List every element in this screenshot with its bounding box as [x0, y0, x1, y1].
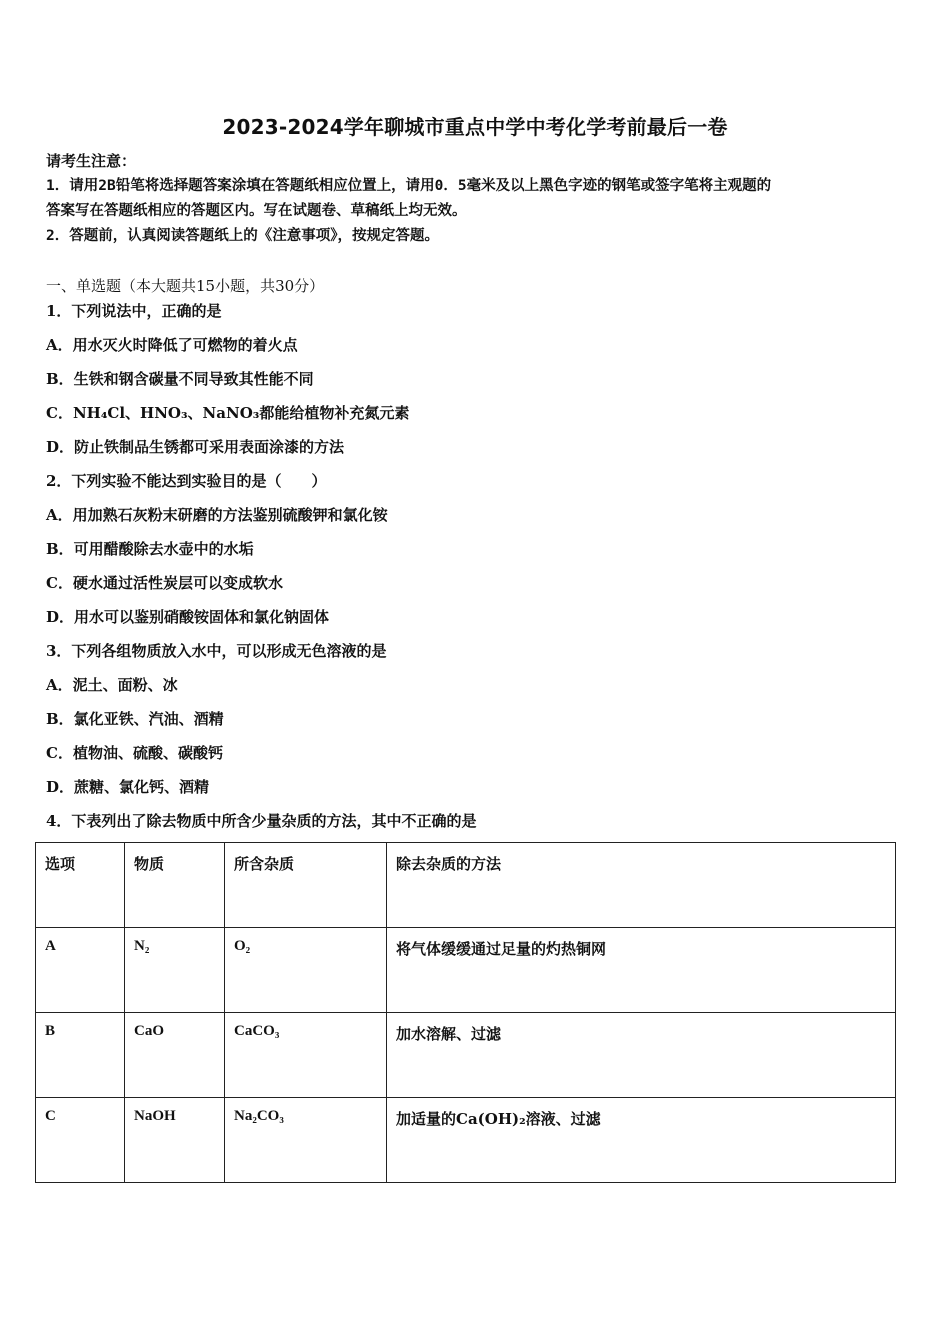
header-substance: 物质 [125, 843, 225, 928]
header-option: 选项 [36, 843, 125, 928]
cell-substance: N₂ [125, 928, 225, 1013]
section-heading: 一、单选题（本大题共15小题，共30分） [46, 277, 325, 295]
question-3-option-b: B．氯化亚铁、汽油、酒精 [46, 710, 224, 728]
notice-heading: 请考生注意： [46, 152, 137, 170]
cell-impurity: O₂ [225, 928, 387, 1013]
question-3-option-a: A．泥土、面粉、冰 [46, 676, 178, 694]
question-1-option-c: C．NH₄Cl、HNO₃、NaNO₃都能给植物补充氮元素 [46, 404, 410, 422]
question-3-option-c: C．植物油、硫酸、碳酸钙 [46, 744, 223, 762]
cell-method: 将气体缓缓通过足量的灼热铜网 [387, 928, 896, 1013]
question-2-option-b: B．可用醋酸除去水壶中的水垢 [46, 540, 254, 558]
impurity-removal-table [35, 842, 896, 1183]
table-header-row [36, 843, 896, 928]
question-2-stem: 2．下列实验不能达到实验目的是（ ） [46, 472, 327, 490]
cell-option: B [36, 1013, 125, 1098]
cell-method: 加水溶解、过滤 [387, 1013, 896, 1098]
question-2-option-d: D．用水可以鉴别硝酸铵固体和氯化钠固体 [46, 608, 330, 626]
question-1-option-d: D．防止铁制品生锈都可采用表面涂漆的方法 [46, 438, 345, 456]
question-2-option-a: A．用加熟石灰粉末研磨的方法鉴别硫酸钾和氯化铵 [46, 506, 388, 524]
question-1-option-a: A．用水灭火时降低了可燃物的着火点 [46, 336, 298, 354]
question-2-option-c: C．硬水通过活性炭层可以变成软水 [46, 574, 283, 592]
header-impurity: 所含杂质 [225, 843, 387, 928]
header-method: 除去杂质的方法 [387, 843, 896, 928]
table-row [36, 1098, 896, 1183]
question-1-option-b: B．生铁和钢含碳量不同导致其性能不同 [46, 370, 314, 388]
notice-item-2: 2．答题前，认真阅读答题纸上的《注意事项》，按规定答题。 [46, 228, 439, 244]
cell-option: A [36, 928, 125, 1013]
question-3-stem: 3．下列各组物质放入水中，可以形成无色溶液的是 [46, 642, 387, 660]
table-row [36, 1013, 896, 1098]
cell-impurity: CaCO₃ [225, 1013, 387, 1098]
cell-substance: CaO [125, 1013, 225, 1098]
notice-item-1-line-2: 答案写在答题纸相应的答题区内。写在试题卷、草稿纸上均无效。 [46, 203, 467, 219]
table-row [36, 928, 896, 1013]
question-1-stem: 1．下列说法中，正确的是 [46, 302, 222, 320]
cell-substance: NaOH [125, 1098, 225, 1183]
notice-item-1-line-1: 1．请用2B铅笔将选择题答案涂填在答题纸相应位置上，请用0．5毫米及以上黑色字迹的钢笔或签字笔将主观题的 [46, 178, 772, 194]
cell-method: 加适量的Ca(OH)₂溶液、过滤 [387, 1098, 896, 1183]
cell-impurity: Na₂CO₃ [225, 1098, 387, 1183]
cell-option: C [36, 1098, 125, 1183]
exam-title: 2023-2024学年聊城市重点中学中考化学考前最后一卷 [222, 115, 728, 139]
question-3-option-d: D．蔗糖、氯化钙、酒精 [46, 778, 210, 796]
question-4-stem: 4．下表列出了除去物质中所含少量杂质的方法，其中不正确的是 [46, 812, 477, 830]
